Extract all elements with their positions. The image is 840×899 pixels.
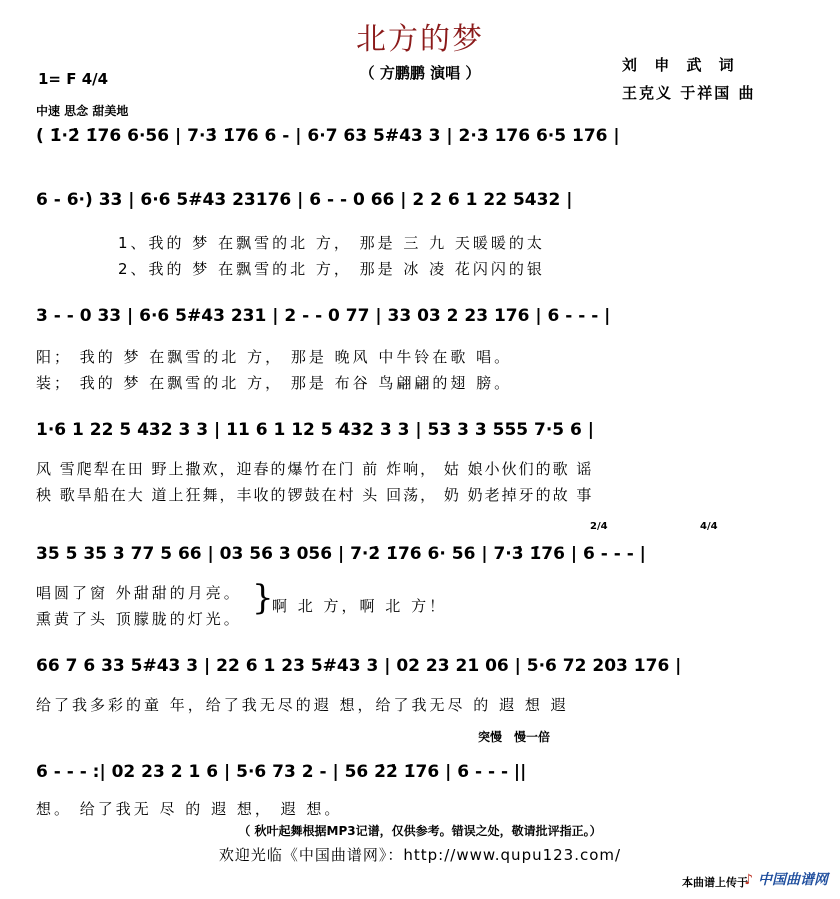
notation-row-1: ( 1̇·2̇ 1̇76 6·56 | 7·3̇ 1̇76 6 - | 6·7 63 5#43 3 | 2·3 176 6·5 176 | xyxy=(36,126,620,146)
notation-row-4: 1·6 1 22 5 432 3 3 | 11 6 1 12 5 432 3 3 | 53 3 3 555 7·5 6 | xyxy=(36,420,595,440)
lyric-row-2-verse-1: 1、我的 梦 在飘雪的北 方， 那是 三 九 天暖暖的太 xyxy=(118,234,545,252)
notation-row-3: 3 - - 0 33 | 6·6 5#43 231 | 2 - - 0 77 | 33 03 2 23 176 | 6 - - - | xyxy=(36,306,611,326)
lyric-row-5-verse-1: 唱圆了窗 外甜甜的月亮。 xyxy=(36,584,242,602)
lyric-row-5-shared: 啊 北 方，啊 北 方！ xyxy=(272,597,448,615)
lyric-row-6: 给了我多彩的童 年，给了我无尽的遐 想，给了我无尽 的 遐 想 遐 xyxy=(36,696,569,714)
lyric-row-4-verse-1: 风 雪爬犁在田 野上撒欢，迎春的爆竹在门 前 炸响， 姑 娘小伙们的歌 谣 xyxy=(36,460,594,478)
tempo-slow-double: 慢一倍 xyxy=(514,730,551,744)
notation-row-7: 6 - - - :| 02 23 2 1 6 | 5·6 73 2 - | 56 2̇2̇ 1̇76 | 6 - - - || xyxy=(36,762,527,782)
verse-brace: } xyxy=(252,578,274,618)
transcription-note: （ 秋叶起舞根据MP3记谱，仅供参考。错误之处，敬请批评指正。） xyxy=(238,824,602,838)
notation-row-6: 66 7 6 33 5#43 3 | 22 6 1 23 5#43 3 | 02 23 21 06 | 5·6 72 203 176 | xyxy=(36,656,682,676)
time-signature-4-4: 4/4 xyxy=(700,521,718,532)
lyric-row-2-verse-2: 2、我的 梦 在飘雪的北 方， 那是 冰 凌 花闪闪的银 xyxy=(118,260,545,278)
tempo-sudden-slow: 突慢 xyxy=(478,730,503,744)
upload-note: 本曲谱上传于 xyxy=(682,876,748,889)
notation-row-2: 6 - 6·) 33 | 6·6 5#43 23176 | 6 - - 0 66 | 2 2 6 1 22 5432 | xyxy=(36,190,573,210)
lyric-row-5-verse-2: 熏黄了头 顶朦胧的灯光。 xyxy=(36,610,242,628)
welcome-line: 欢迎光临《中国曲谱网》：http://www.qupu123.com/ xyxy=(218,846,622,864)
singer-credit: （ 方鹏鹏 演唱 ） xyxy=(359,64,481,82)
lyric-row-7: 想。 给了我无 尽 的 遐 想， 遐 想。 xyxy=(36,800,343,818)
logo-text: 中国曲谱网 xyxy=(758,872,828,888)
logo-icon: ♪ xyxy=(744,872,758,888)
composer-credit: 王克义 于祥国 曲 xyxy=(622,84,756,102)
site-logo xyxy=(744,869,828,889)
lyric-row-3-verse-2: 装； 我的 梦 在飘雪的北 方， 那是 布谷 鸟翩翩的翅 膀。 xyxy=(36,374,513,392)
key-signature: 1= F 4/4 xyxy=(38,70,109,88)
song-title: 北方的梦 xyxy=(356,22,484,57)
lyricist-credit: 刘 申 武 词 xyxy=(622,56,740,74)
notation-row-5: 35 5 35 3 77 5 66 | 03 56 3 056 | 7·2̇ 1̇76 6· 56 | 7·3̇ 1̇76 | 6 - - - | xyxy=(36,544,646,564)
tempo-marking: 中速 思念 甜美地 xyxy=(36,104,129,118)
lyric-row-4-verse-2: 秧 歌旱船在大 道上狂舞，丰收的锣鼓在村 头 回荡， 奶 奶老掉牙的故 事 xyxy=(36,486,594,504)
lyric-row-3-verse-1: 阳； 我的 梦 在飘雪的北 方， 那是 晚风 中牛铃在歌 唱。 xyxy=(36,348,513,366)
time-signature-2-4: 2/4 xyxy=(590,521,608,532)
